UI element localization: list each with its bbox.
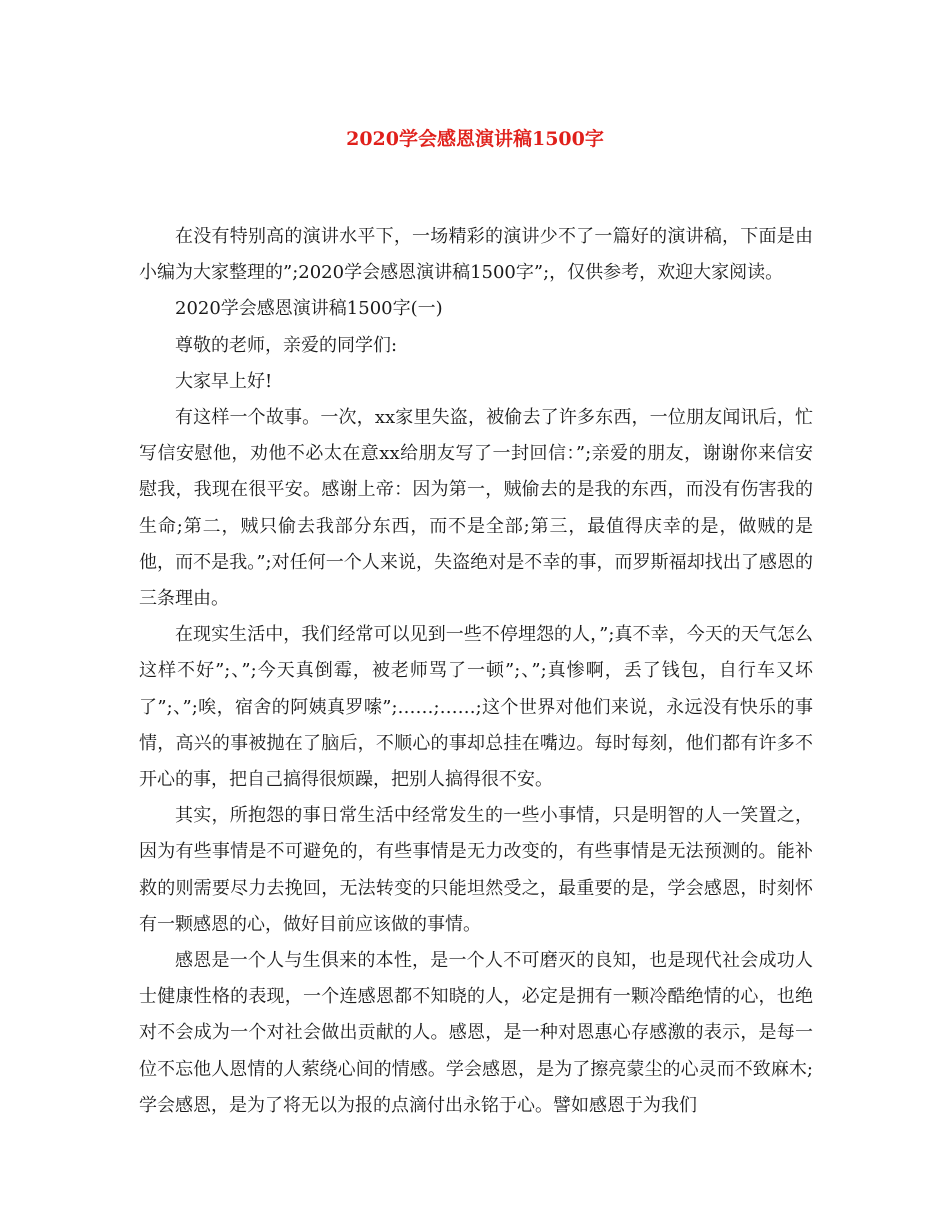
greeting: 大家早上好! — [175, 370, 273, 392]
story-paragraph: 有这样一个故事。一次，xx家里失盗，被偷去了许多东西，一位朋友闻讯后，忙写信安慰他，劝他不必太在意xx给朋友写了一封回信：”;亲爱的朋友，谢谢你来信安慰我，我现在很平安。感谢上帝：因为第一，贼偷去的是我的东西，而没有伤害我的生命;第二，贼只偷去我部分东西，而不是全部;第三，最值得庆幸的是，做贼的是他，而不是我。”;对任何一个人来说，失盗绝对是不幸的事，而罗斯福却找出了感恩的三条理由。 — [139, 407, 813, 610]
salutation: 尊敬的老师，亲爱的同学们: — [175, 334, 398, 356]
document-title: 2020学会感恩演讲稿1500字 — [346, 128, 604, 150]
complaint-paragraph: 在现实生活中，我们经常可以见到一些不停埋怨的人，”;真不幸，今天的天气怎么这样不好”;、”;今天真倒霉，被老师骂了一顿”;、”;真惨啊，丢了钱包，自行车又坏了”;、”;唉，宿舍的阿姨真罗嗦”;……;……;这个世界对他们来说，永远没有快乐的事情，高兴的事被抛在了脑后，不顺心的事却总挂在嘴边。每时每刻，他们都有许多不开心的事，把自己搞得很烦躁，把别人搞得很不安。 — [139, 624, 813, 791]
gratitude-paragraph: 感恩是一个人与生俱来的本性，是一个人不可磨灭的良知，也是现代社会成功人士健康性格的表现，一个连感恩都不知晓的人，必定是拥有一颗冷酷绝情的心，也绝对不会成为一个对社会做出贡献的人。感恩，是一种对恩惠心存感激的表示，是每一位不忘他人恩情的人萦绕心间的情感。学会感恩，是为了擦亮蒙尘的心灵而不致麻木;学会感恩，是为了将无以为报的点滴付出永铭于心。譬如感恩于为我们 — [139, 950, 813, 1116]
document-body — [139, 219, 813, 1124]
wisdom-paragraph: 其实，所抱怨的事日常生活中经常发生的一些小事情，只是明智的人一笑置之，因为有些事情是不可避免的，有些事情是无力改变的，有些事情是无法预测的。能补救的则需要尽力去挽回，无法转变的只能坦然受之，最重要的是，学会感恩，时刻怀有一颗感恩的心，做好目前应该做的事情。 — [139, 805, 813, 935]
intro-paragraph: 在没有特别高的演讲水平下，一场精彩的演讲少不了一篇好的演讲稿，下面是由小编为大家整理的”;2020学会感恩演讲稿1500字”;，仅供参考，欢迎大家阅读。 — [139, 226, 813, 284]
section-heading: 2020学会感恩演讲稿1500字(一) — [175, 298, 443, 320]
